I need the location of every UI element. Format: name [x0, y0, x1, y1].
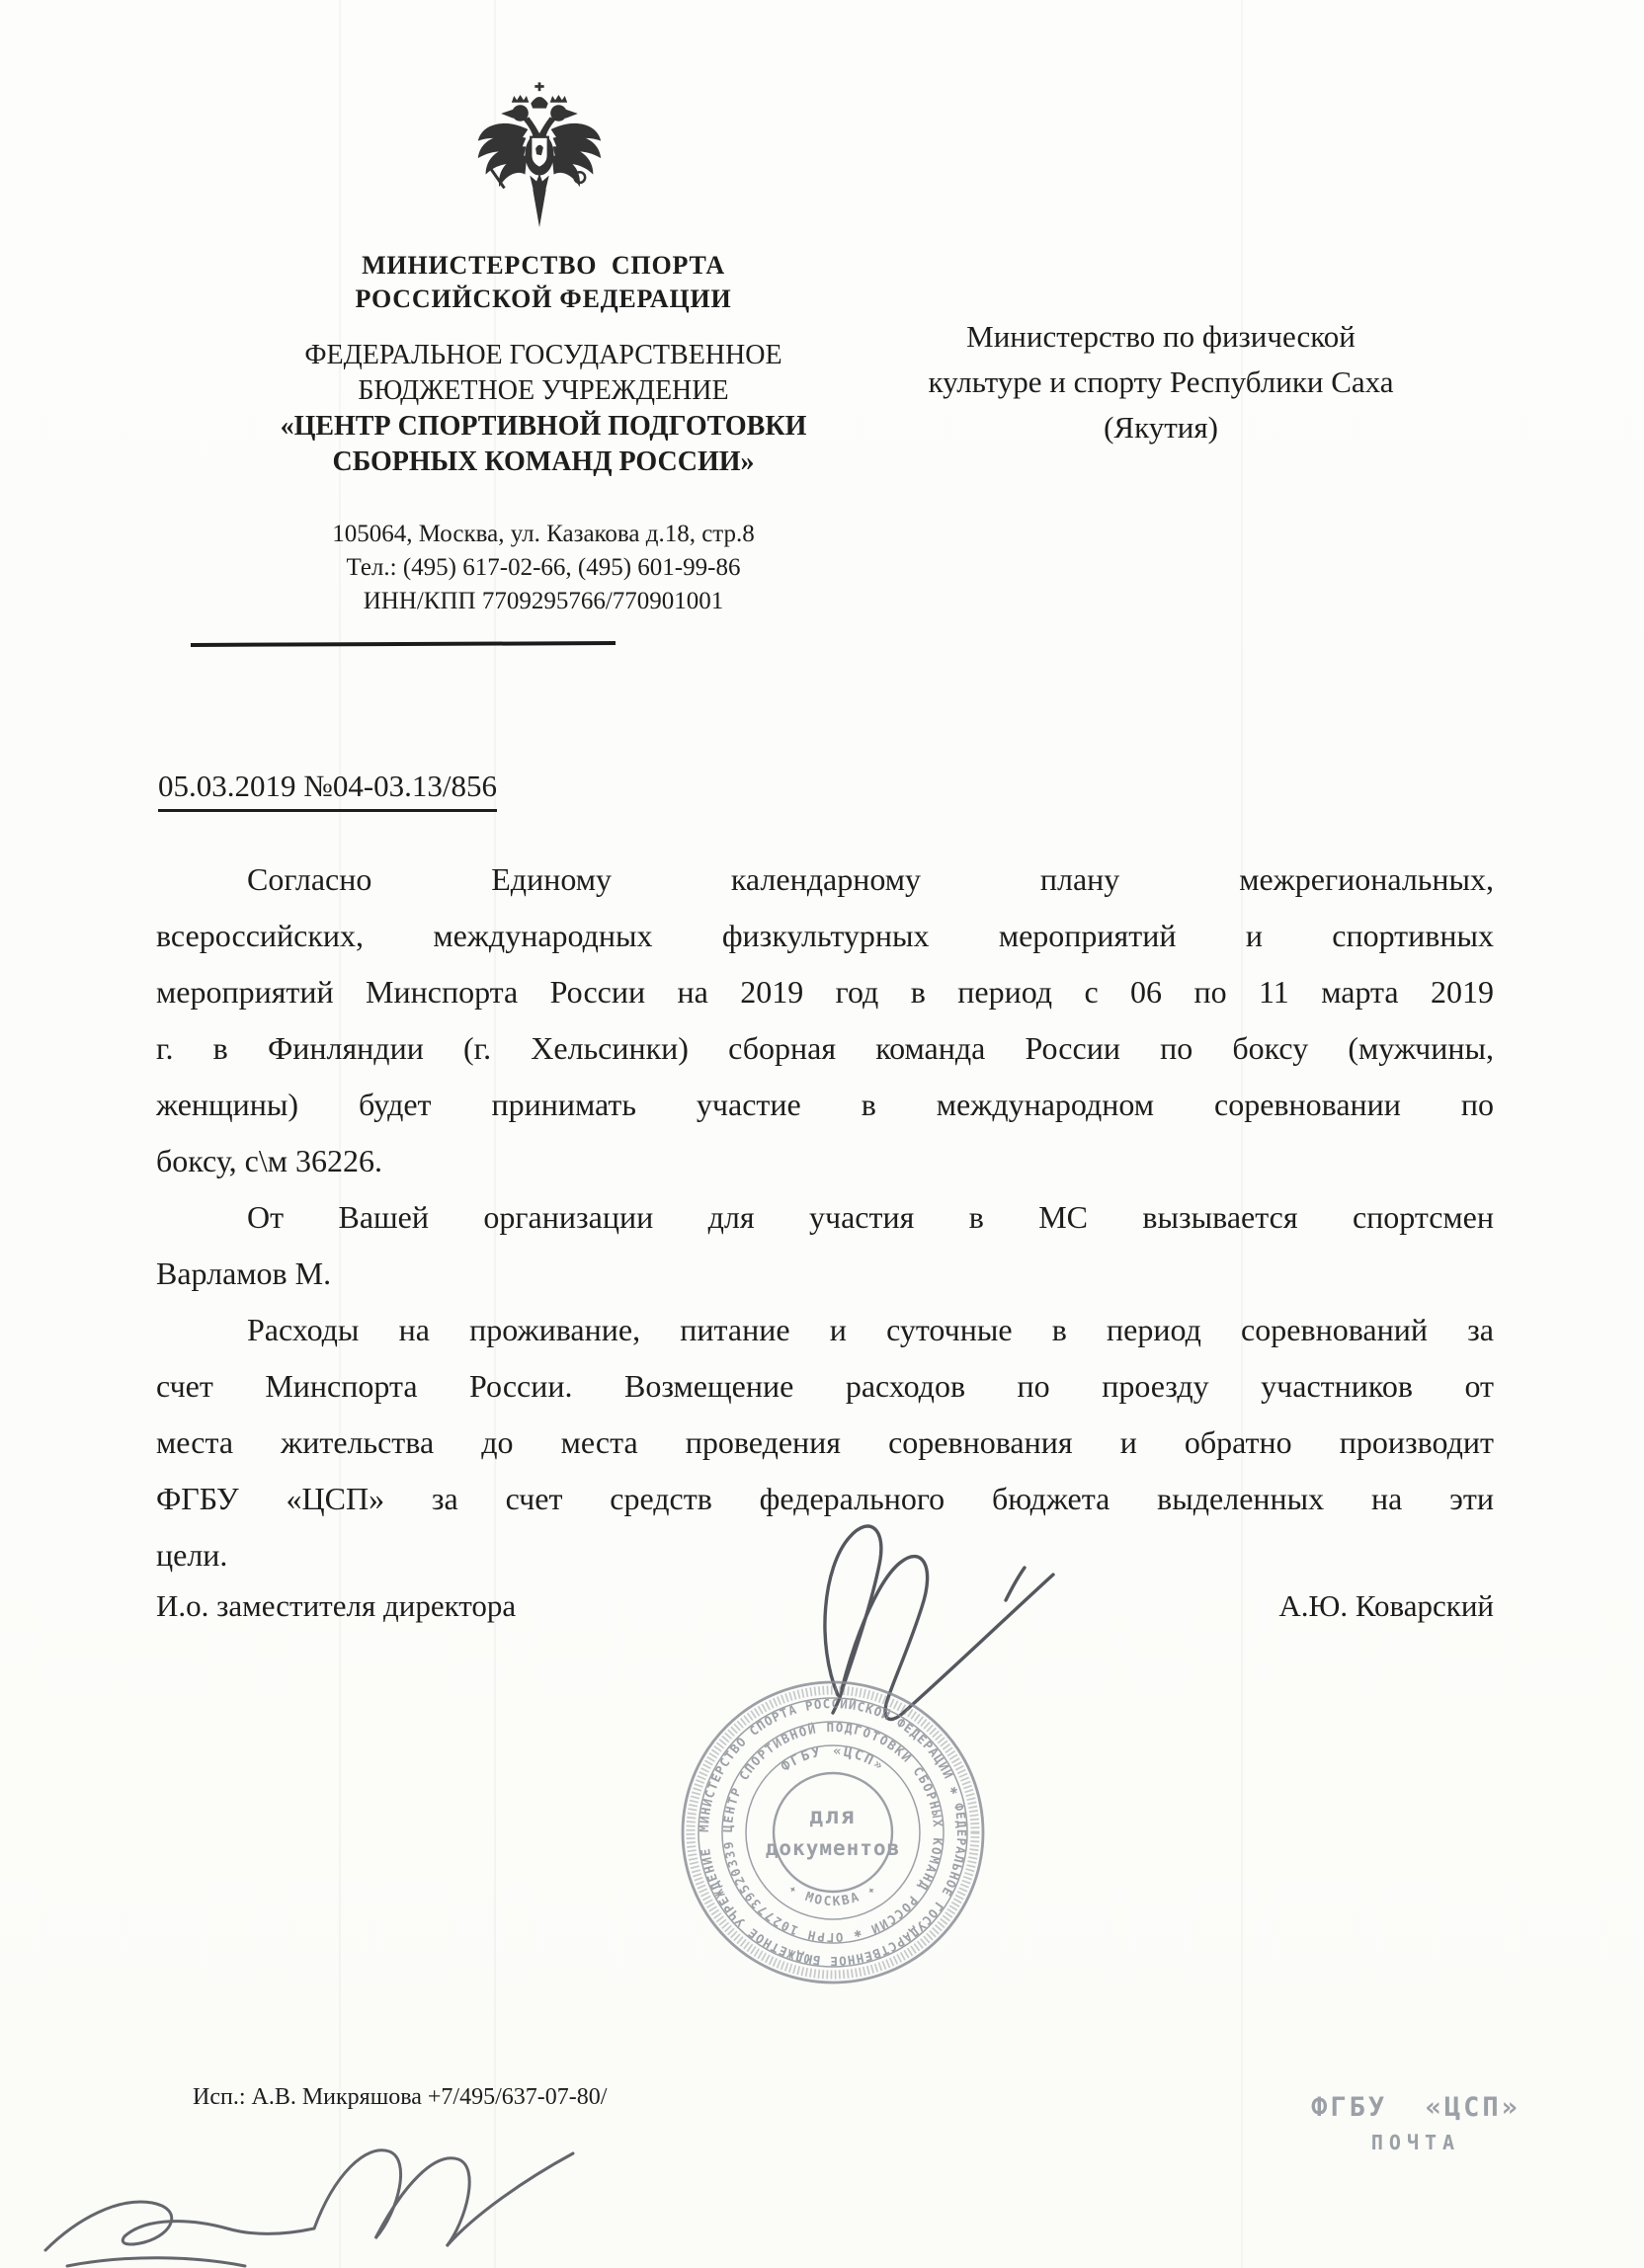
organization-name-block [148, 338, 939, 480]
signer-name: А.Ю. Коварский [1278, 1588, 1494, 1623]
addressee-block [858, 314, 1464, 450]
handwritten-note-signature [8, 2124, 601, 2268]
body-line: От Вашей организации для участия в МС вызывается спортсмен [247, 1199, 1494, 1235]
stamp-center-line2: документов [765, 1836, 901, 1860]
body-line: мероприятий Минспорта России на 2019 год в период с 06 по 11 марта 2019 [156, 974, 1494, 1010]
executor-line: Исп.: А.В. Микряшова +7/495/637-07-80/ [193, 2084, 608, 2110]
letter-body [156, 851, 1494, 1583]
body-line: Расходы на проживание, питание и суточные в период соревнований за [247, 1312, 1494, 1347]
organization-name-line: СБОРНЫХ КОМАНД РОССИИ» [332, 446, 755, 477]
contact-info-block [148, 518, 939, 618]
postal-handstamp-word: ПОЧТА [1370, 2131, 1461, 2154]
organization-name-line: «ЦЕНТР СПОРТИВНОЙ ПОДГОТОВКИ [280, 411, 807, 442]
russian-coat-of-arms-icon [472, 81, 607, 245]
body-line: боксу, с\м 36226. [156, 1143, 382, 1178]
stamp-inner-ring-bottom-text: ✦ МОСКВА ✦ [784, 1881, 881, 1910]
addressee-line: (Якутия) [1104, 410, 1218, 445]
body-line: места жительства до места проведения соревнования и обратно производит [156, 1424, 1494, 1460]
stamp-outer-ring-text: МИНИСТЕРСТВО СПОРТА РОССИЙСКОЙ ФЕДЕРАЦИИ ✱ ФЕДЕРАЛЬНОЕ ГОСУДАРСТВЕННОЕ БЮДЖЕТНОЕ УЧРЕЖДЕНИЕ [696, 1695, 970, 1970]
stamp-inner-ring-top-text: ФГБУ «ЦСП» [778, 1742, 888, 1776]
body-line: женщины) будет принимать участие в международном соревновании по [156, 1087, 1494, 1122]
body-line: счет Минспорта России. Возмещение расходов по проезду участников от [156, 1368, 1494, 1404]
body-line: Варламов М. [156, 1256, 332, 1291]
letterhead-block [148, 249, 939, 618]
ministry-name-line: МИНИСТЕРСТВО СПОРТА [362, 251, 725, 280]
body-line: Согласно Единому календарному плану межрегиональных, [247, 861, 1494, 897]
official-round-stamp [668, 1667, 998, 1997]
organization-name-line: ФЕДЕРАЛЬНОЕ ГОСУДАРСТВЕННОЕ [304, 340, 782, 370]
ministry-name-line: РОССИЙСКОЙ ФЕДЕРАЦИИ [355, 284, 732, 313]
organization-name-line: БЮДЖЕТНОЕ УЧРЕЖДЕНИЕ [358, 375, 729, 406]
postal-handstamp-org: ФГБУ «ЦСП» [1311, 2092, 1521, 2123]
svg-text:ФГБУ «ЦСП» [779, 1743, 888, 1775]
addressee-line: Министерство по физической [966, 319, 1356, 354]
inn-kpp: ИНН/КПП 7709295766/770901001 [363, 588, 724, 614]
body-line: ФГБУ «ЦСП» за счет средств федерального бюджета выделенных на эти [156, 1481, 1494, 1516]
stamp-middle-ring-text: ЦЕНТР СПОРТИВНОЙ ПОДГОТОВКИ СБОРНЫХ КОМАНД РОССИИ ✱ ОГРН 1027739520339 [719, 1719, 946, 1946]
body-line: цели. [156, 1537, 228, 1573]
postal-address: 105064, Москва, ул. Казакова д.18, стр.8 [332, 521, 755, 547]
postal-handstamp [1302, 2092, 1529, 2154]
signer-position: И.о. заместителя директора [156, 1588, 517, 1623]
letterhead-divider [191, 641, 616, 647]
body-line: всероссийских, международных физкультурных мероприятий и спортивных [156, 918, 1494, 953]
body-line: г. в Финляндии (г. Хельсинки) сборная команда России по боксу (мужчины, [156, 1030, 1494, 1066]
reference-line [158, 769, 497, 812]
addressee-line: культуре и спорту Республики Саха [928, 364, 1394, 399]
date-and-number: 05.03.2019 №04-03.13/856 [158, 769, 497, 812]
phone-numbers: Тел.: (495) 617-02-66, (495) 601-99-86 [346, 554, 741, 581]
stamp-center-line1: для [809, 1804, 857, 1829]
svg-text:✦ МОСКВА ✦ [785, 1881, 880, 1909]
